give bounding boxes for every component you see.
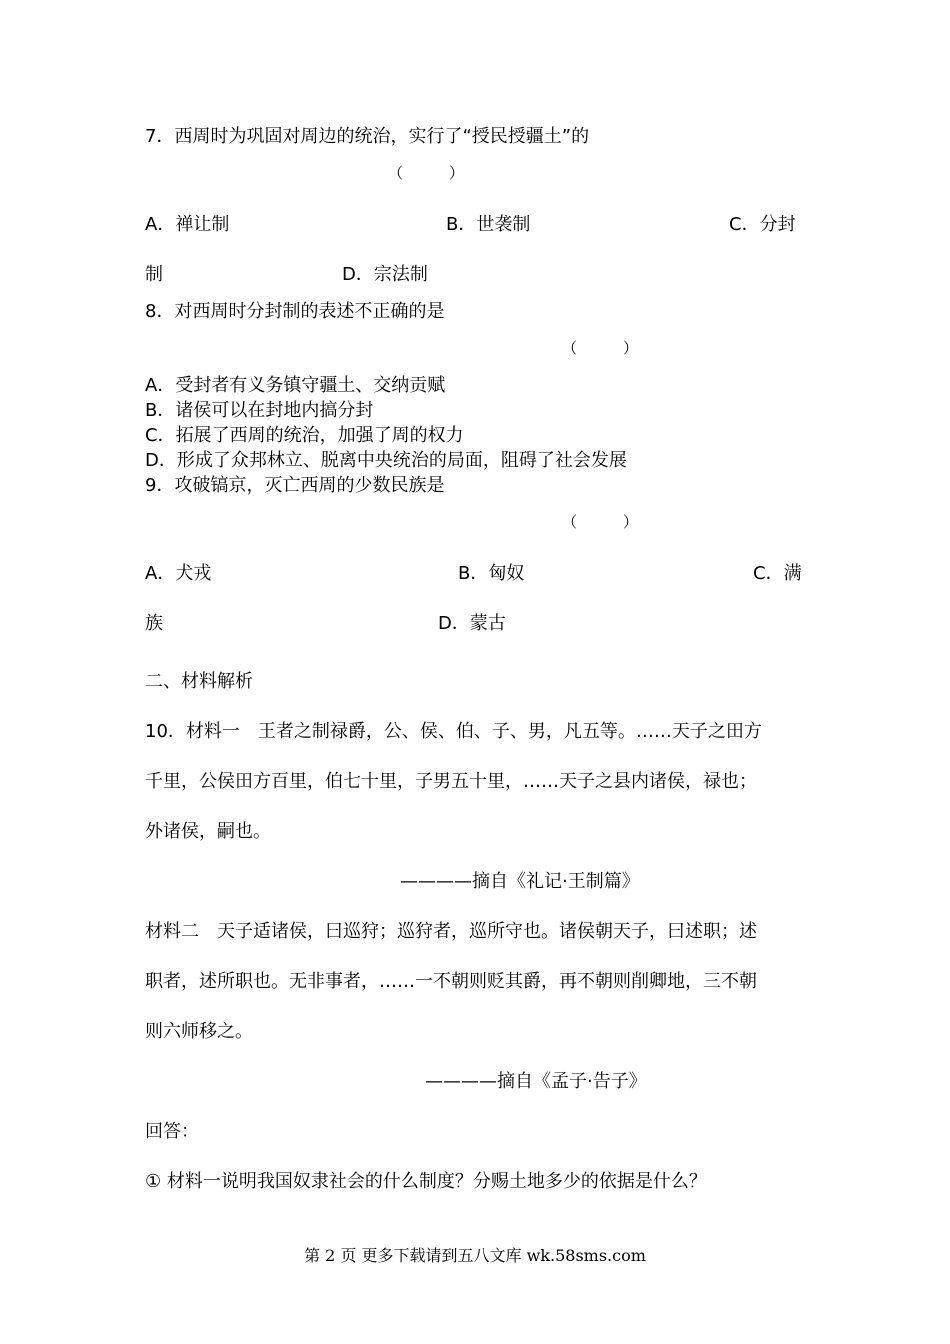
q9-stem: 9．攻破镐京，灭亡西周的少数民族是 (145, 475, 445, 496)
q8-option-b: B．诸侯可以在封地内搞分封 (145, 400, 374, 421)
section-title: 二、材料解析 (145, 671, 253, 692)
q10-material1-line1: 10．材料一 王者之制禄爵，公、侯、伯、子、男，凡五等。……天子之田方 (145, 721, 762, 742)
q8-stem: 8．对西周时分封制的表述不正确的是 (145, 301, 445, 322)
q9-option-c-cont: 族 (145, 613, 163, 634)
q10-material1-line3: 外诸侯，嗣也。 (145, 821, 271, 842)
q10-material2-line2: 职者，述所职也。无非事者，……一不朝则贬其爵，再不朝则削卿地，三不朝 (145, 971, 757, 992)
q10-source2: ————摘自《孟子·告子》 (425, 1071, 647, 1092)
q9-option-b: B．匈奴 (458, 563, 525, 584)
q7-answer-paren: （ ） (388, 164, 465, 182)
q9-answer-paren: （ ） (562, 513, 639, 531)
q8-option-d: D．形成了众邦林立、脱离中央统治的局面，阻碍了社会发展 (145, 450, 627, 471)
q10-material2-line1: 材料二 天子适诸侯，曰巡狩；巡狩者，巡所守也。诸侯朝天子，曰述职；述 (145, 921, 757, 942)
q10-material2-line3: 则六师移之。 (145, 1021, 253, 1042)
q8-answer-paren: （ ） (562, 339, 639, 357)
q10-answer-label: 回答： (145, 1121, 199, 1142)
q7-option-b: B．世袭制 (446, 214, 531, 235)
q10-source1: ————摘自《礼记·王制篇》 (400, 871, 640, 892)
q7-option-c: C．分封 (729, 214, 796, 235)
q9-option-d: D．蒙古 (438, 613, 506, 634)
q10-subquestion-1: ① 材料一说明我国奴隶社会的什么制度？分赐土地多少的依据是什么？ (145, 1171, 707, 1192)
q7-option-c-cont: 制 (145, 264, 163, 285)
q8-option-a: A．受封者有义务镇守疆土、交纳贡赋 (145, 375, 446, 396)
q7-stem: 7．西周时为巩固对周边的统治，实行了“授民授疆土”的 (145, 126, 590, 147)
q9-option-a: A．犬戎 (145, 563, 212, 584)
q8-option-c: C．拓展了西周的统治，加强了周的权力 (145, 425, 464, 446)
q10-material1-line2: 千里，公侯田方百里，伯七十里，子男五十里，……天子之县内诸侯，禄也； (145, 771, 757, 792)
q7-option-d: D．宗法制 (342, 264, 428, 285)
page-footer: 第 2 页 更多下载请到五八文库 wk.58sms.com (304, 1246, 646, 1265)
q9-option-c: C．满 (753, 563, 802, 584)
q7-option-a: A．禅让制 (145, 214, 230, 235)
